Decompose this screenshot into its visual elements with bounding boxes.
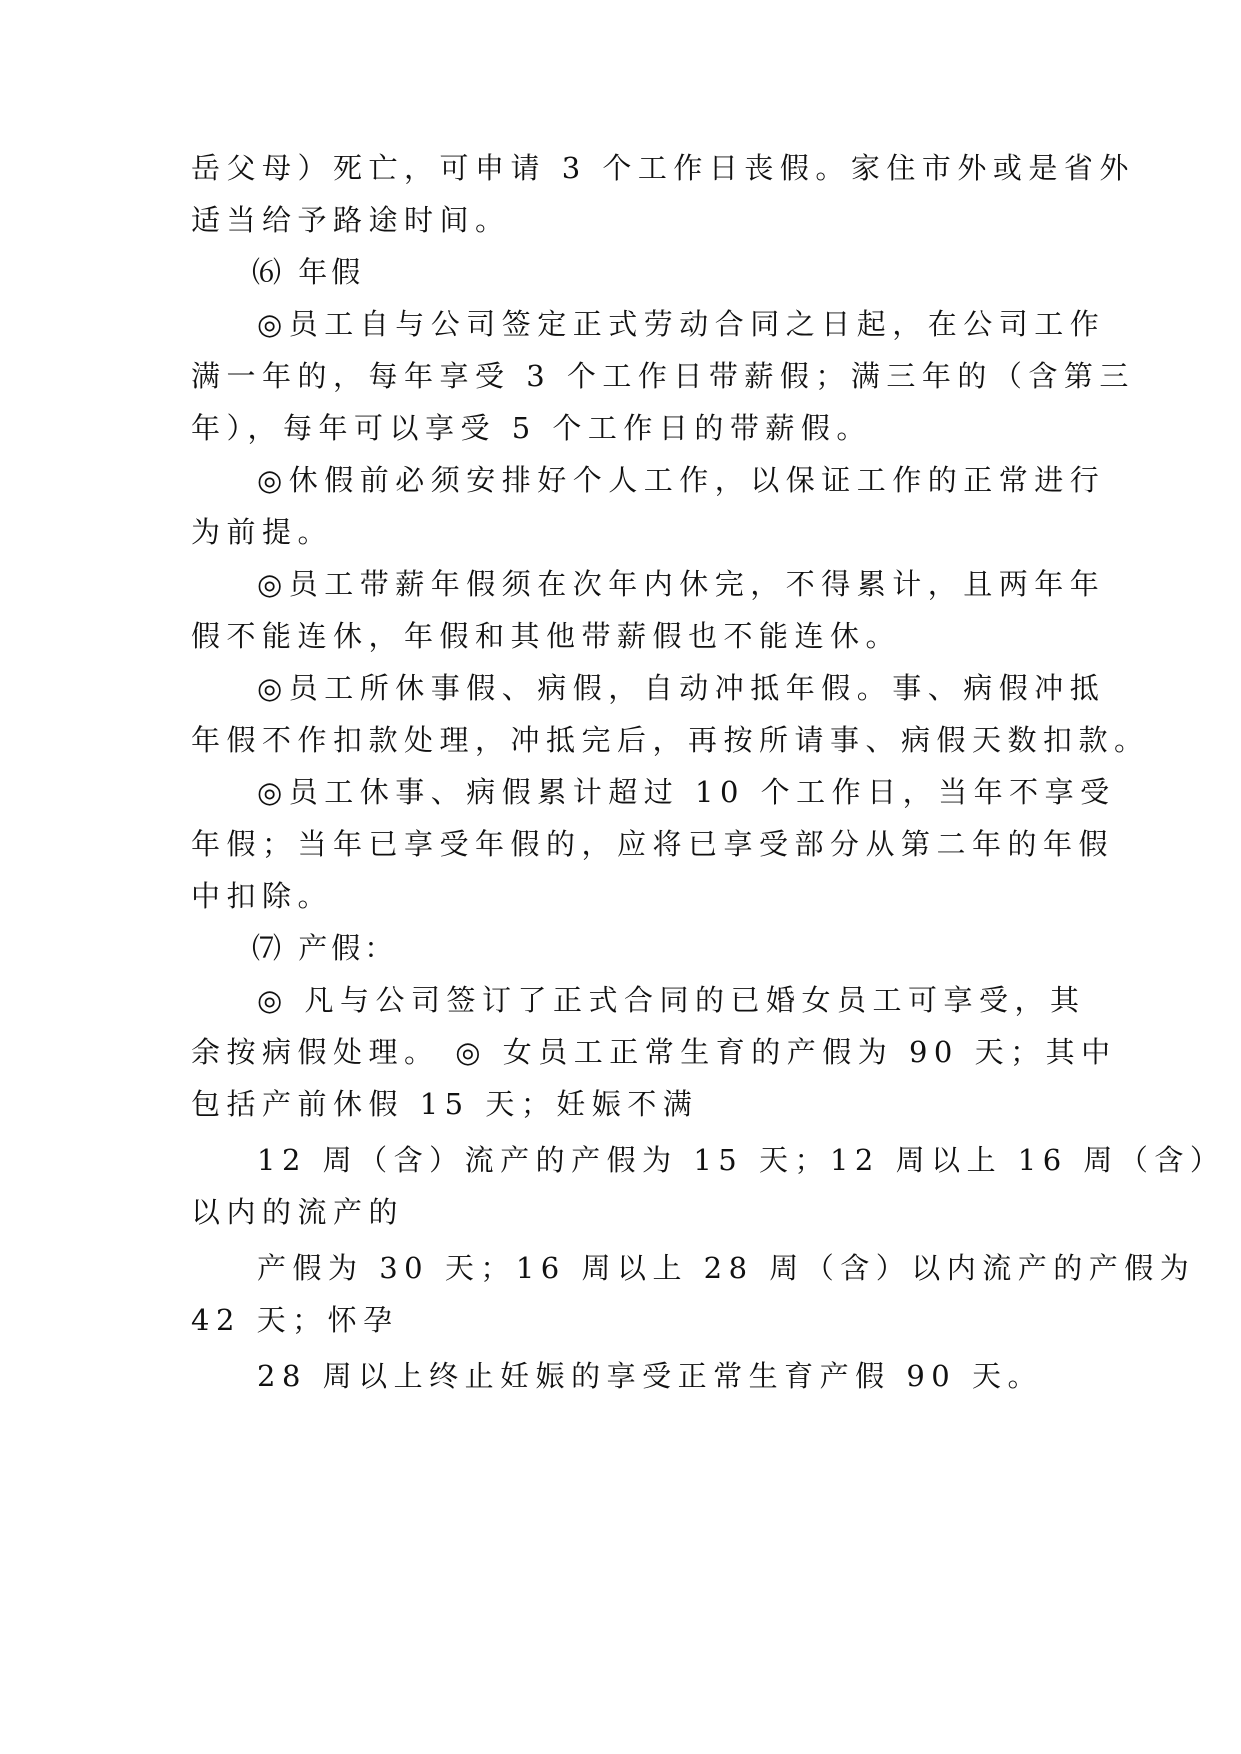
body-text-line: 年假不作扣款处理，冲抵完后，再按所请事、病假天数扣款。 — [191, 723, 1150, 757]
body-text-line: ◎员工所休事假、病假，自动冲抵年假。事、病假冲抵 — [257, 671, 1106, 705]
body-text-line: 余按病假处理。 ◎ 女员工正常生育的产假为 90 天；其中 — [191, 1035, 1117, 1069]
body-text-line: 包括产前休假 15 天；妊娠不满 — [191, 1087, 699, 1121]
body-text-line: 以内的流产的 — [191, 1195, 405, 1229]
body-text-line: 年假；当年已享受年假的，应将已享受部分从第二年的年假 — [191, 827, 1115, 861]
body-text-line: ◎员工休事、病假累计超过 10 个工作日，当年不享受 — [257, 775, 1116, 809]
body-text-line: 为前提。 — [191, 515, 334, 549]
body-text-line: 年），每年可以享受 5 个工作日的带薪假。 — [191, 411, 872, 445]
body-text-line: ◎休假前必须安排好个人工作，以保证工作的正常进行 — [257, 463, 1106, 497]
body-text-line: 岳父母）死亡，可申请 3 个工作日丧假。家住市外或是省外 — [191, 151, 1135, 185]
body-text-line: 12 周（含）流产的产假为 15 天；12 周以上 16 周（含） — [257, 1143, 1226, 1177]
body-text-line: ◎员工带薪年假须在次年内休完，不得累计，且两年年 — [257, 567, 1106, 601]
body-text-line: 假不能连休，年假和其他带薪假也不能连休。 — [191, 619, 902, 653]
body-text-line: ◎ 凡与公司签订了正式合同的已婚女员工可享受，其 — [257, 983, 1086, 1017]
section-heading-maternity-leave: ⑺ 产假： — [252, 931, 398, 965]
section-heading-annual-leave: ⑹ 年假 — [252, 255, 365, 289]
body-text-line: 42 天；怀孕 — [191, 1303, 399, 1337]
body-text-line: 中扣除。 — [191, 879, 334, 913]
body-text-line: ◎员工自与公司签定正式劳动合同之日起，在公司工作 — [257, 307, 1106, 341]
body-text-line: 28 周以上终止妊娠的享受正常生育产假 90 天。 — [257, 1359, 1043, 1393]
body-text-line: 适当给予路途时间。 — [191, 203, 511, 237]
body-text-line: 产假为 30 天；16 周以上 28 周（含）以内流产的产假为 — [257, 1251, 1196, 1285]
body-text-line: 满一年的，每年享受 3 个工作日带薪假；满三年的（含第三 — [191, 359, 1135, 393]
